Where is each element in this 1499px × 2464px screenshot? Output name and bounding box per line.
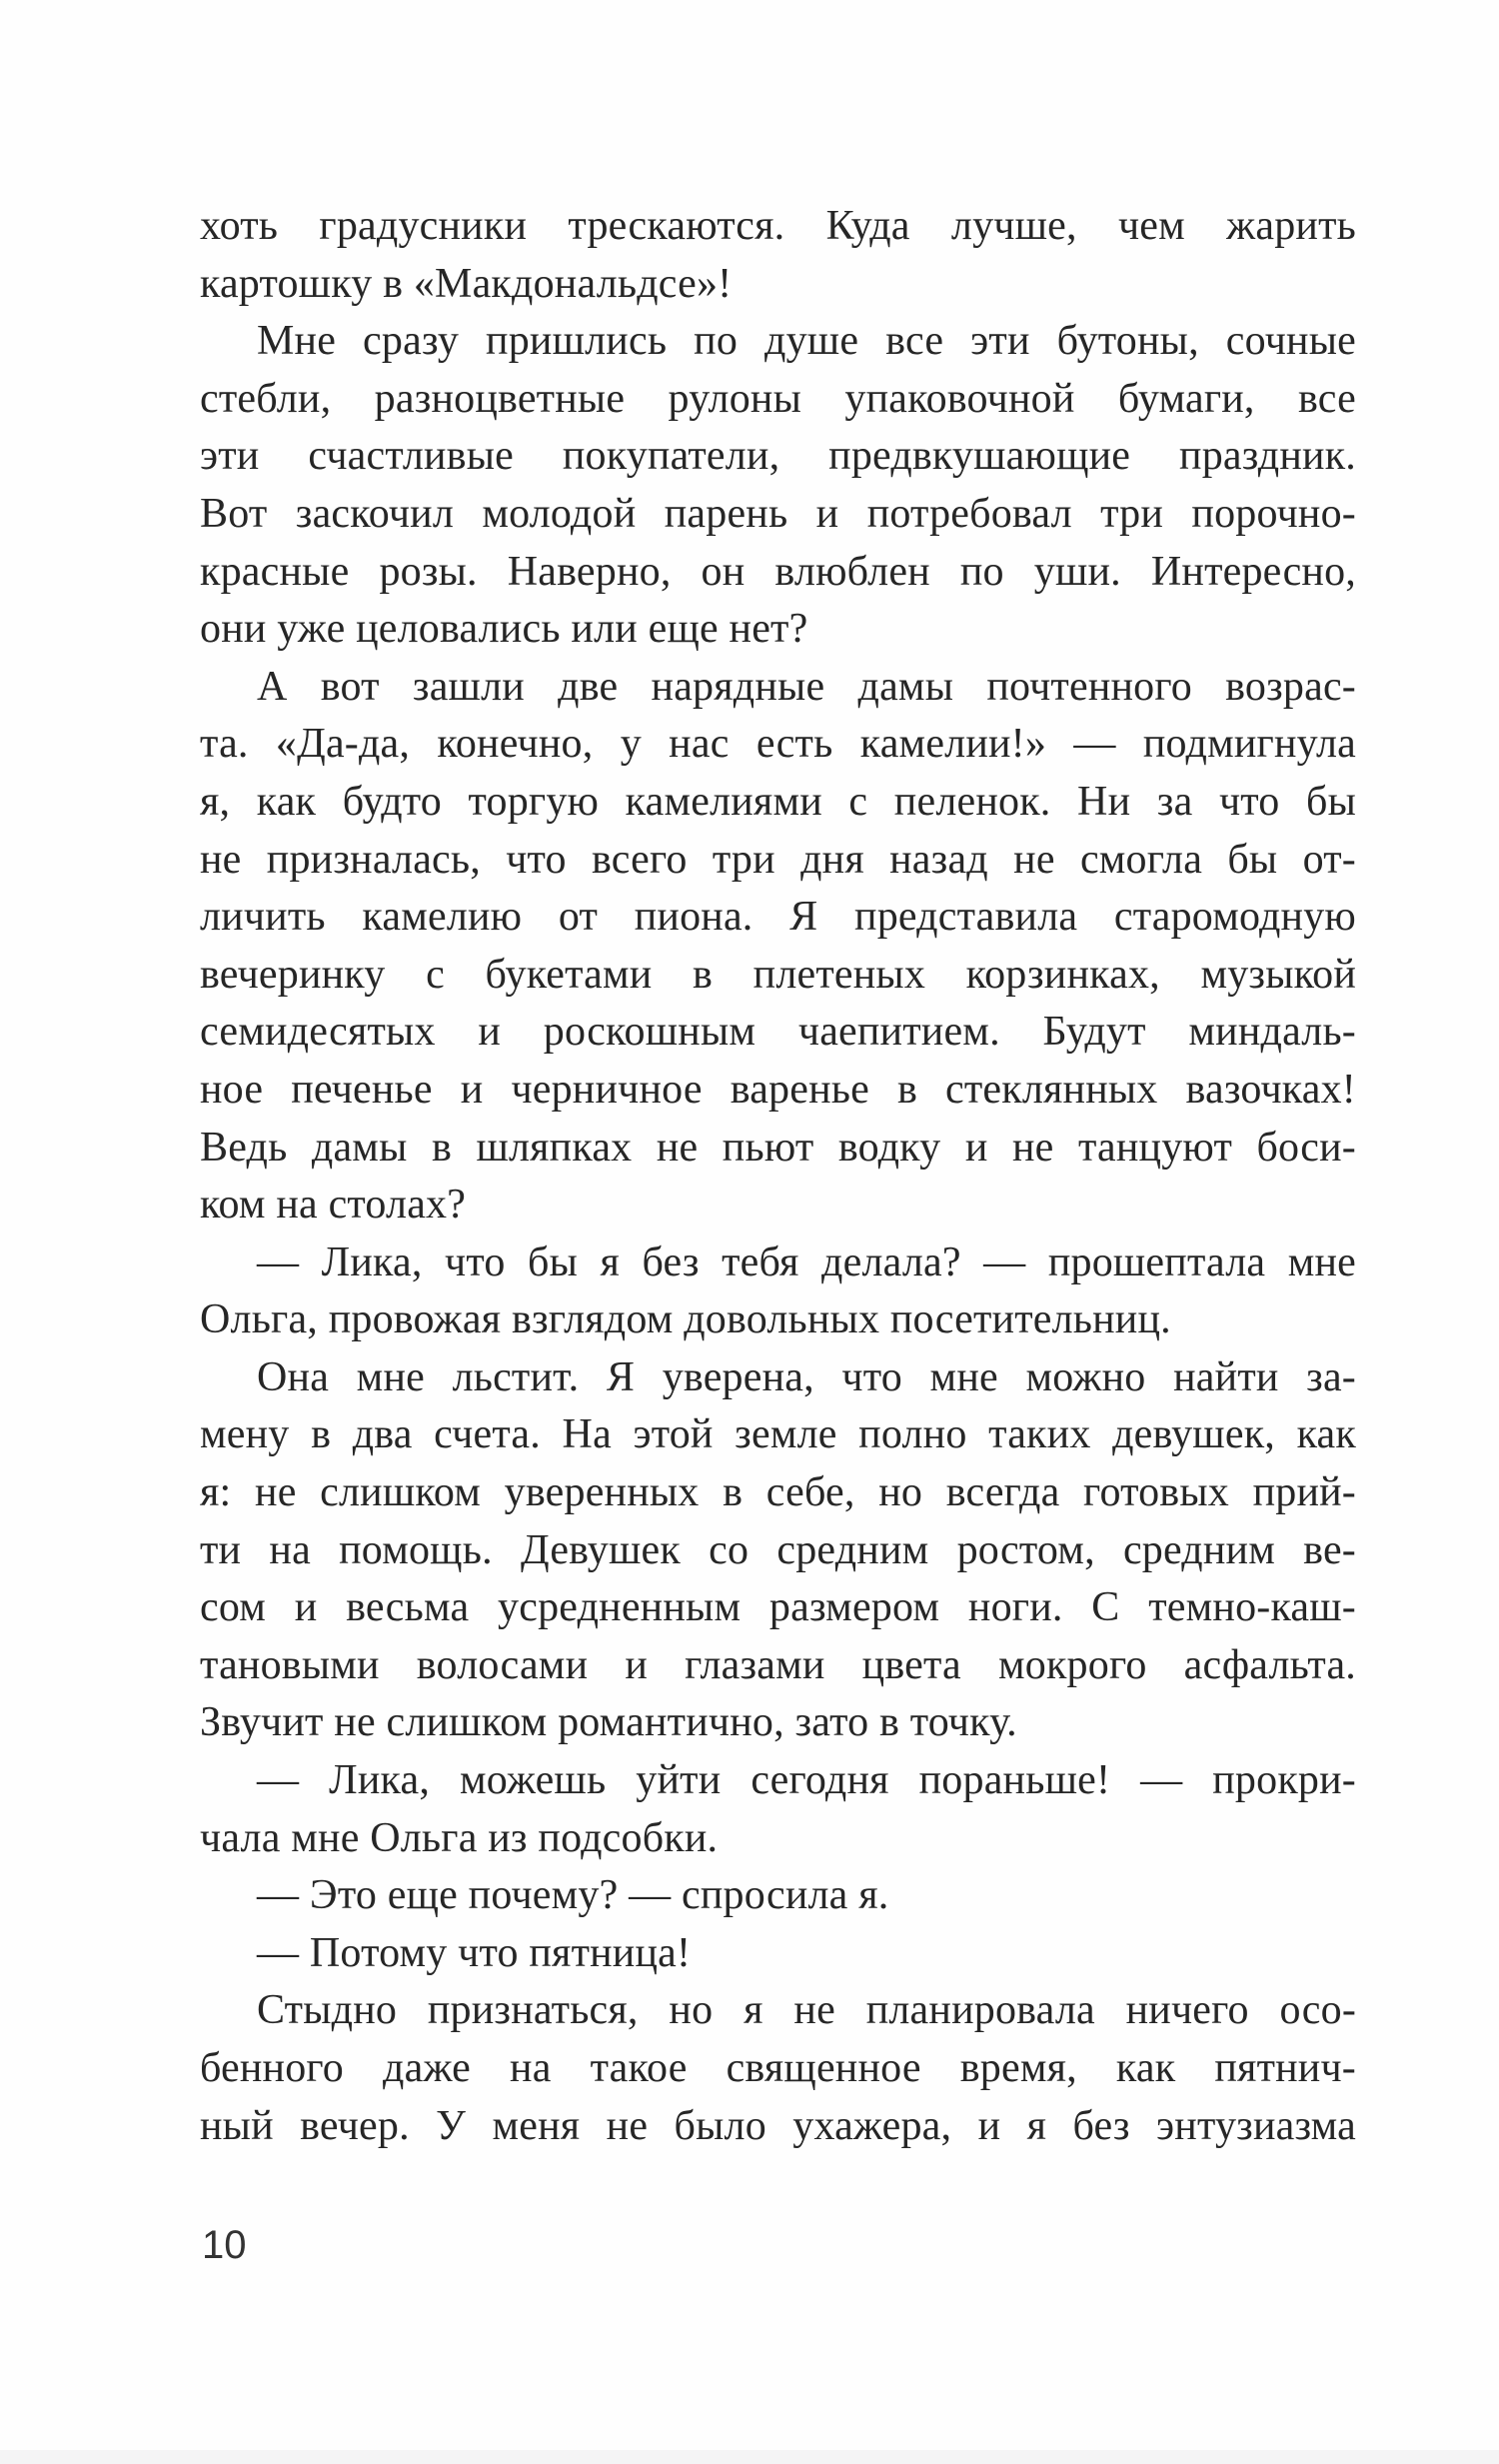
- text-line: чала мне Ольга из подсобки.: [200, 1814, 719, 1861]
- text-line: Звучит не слишком романтично, зато в точку.: [200, 1699, 1017, 1746]
- text-line: они уже целовались или еще нет?: [200, 606, 808, 653]
- text-line: тановыми волосами и глазами цвета мокрого асфальта.: [200, 1641, 1356, 1688]
- text-line: — Лика, можешь уйти сегодня пораньше! — прокри-: [257, 1757, 1356, 1804]
- page-text: [200, 198, 1356, 2155]
- text-line: Стыдно признаться, но я не планировала ничего осо-: [257, 1987, 1356, 2034]
- text-line: ти на помощь. Девушек со средним ростом, средним ве-: [200, 1526, 1356, 1573]
- text-line: не призналась, что всего три дня назад не смогла бы от-: [200, 836, 1356, 883]
- text-line: Ольга, провожая взглядом довольных посетительниц.: [200, 1296, 1171, 1343]
- text-line: ный вечер. У меня не было ухажера, и я без энтузиазма: [200, 2102, 1356, 2149]
- text-line: А вот зашли две нарядные дамы почтенного возрас-: [257, 663, 1356, 710]
- text-line: вечеринку с букетами в плетеных корзинках, музыкой: [200, 951, 1356, 998]
- text-line: семидесятых и роскошным чаепитием. Будут миндаль-: [200, 1009, 1356, 1056]
- text-line: бенного даже на такое священное время, как пятнич-: [200, 2045, 1356, 2091]
- text-line: стебли, разноцветные рулоны упаковочной бумаги, все: [200, 375, 1356, 422]
- text-line: — Это еще почему? — спросила я.: [257, 1872, 889, 1919]
- text-line: ное печенье и черничное варенье в стеклянных вазочках!: [200, 1066, 1356, 1113]
- bottom-bar: [0, 2450, 1499, 2464]
- text-line: я, как будто торгую камелиями с пеленок. Ни за что бы: [200, 778, 1356, 825]
- text-line: сом и весьма усредненным размером ноги. С темно-каш-: [200, 1584, 1356, 1631]
- text-line: ком на столах?: [200, 1182, 467, 1229]
- text-line: Ведь дамы в шляпках не пьют водку и не танцуют боси-: [200, 1124, 1356, 1171]
- text-line: — Лика, что бы я без тебя делала? — прошептала мне: [257, 1238, 1356, 1285]
- text-line: я: не слишком уверенных в себе, но всегда готовых прий-: [200, 1469, 1356, 1516]
- text-line: Она мне льстит. Я уверена, что мне можно найти за-: [257, 1353, 1356, 1400]
- text-line: картошку в «Макдональдсе»!: [200, 260, 733, 307]
- text-line: Мне сразу пришлись по душе все эти бутоны, сочные: [257, 318, 1356, 365]
- text-line: — Потому что пятница!: [257, 1929, 692, 1976]
- text-line: красные розы. Наверно, он влюблен по уши. Интересно,: [200, 548, 1356, 595]
- page-number: 10: [202, 2223, 247, 2267]
- text-line: хоть градусники трескаются. Куда лучше, чем жарить: [200, 203, 1356, 249]
- text-line: личить камелию от пиона. Я представила старомодную: [200, 894, 1356, 941]
- text-line: эти счастливые покупатели, предвкушающие праздник.: [200, 433, 1356, 480]
- text-line: Вот заскочил молодой парень и потребовал три порочно-: [200, 490, 1356, 537]
- text-line: та. «Да-да, конечно, у нас есть камелии!» — подмигнула: [200, 721, 1356, 768]
- text-line: мену в два счета. На этой земле полно таких девушек, как: [200, 1411, 1356, 1458]
